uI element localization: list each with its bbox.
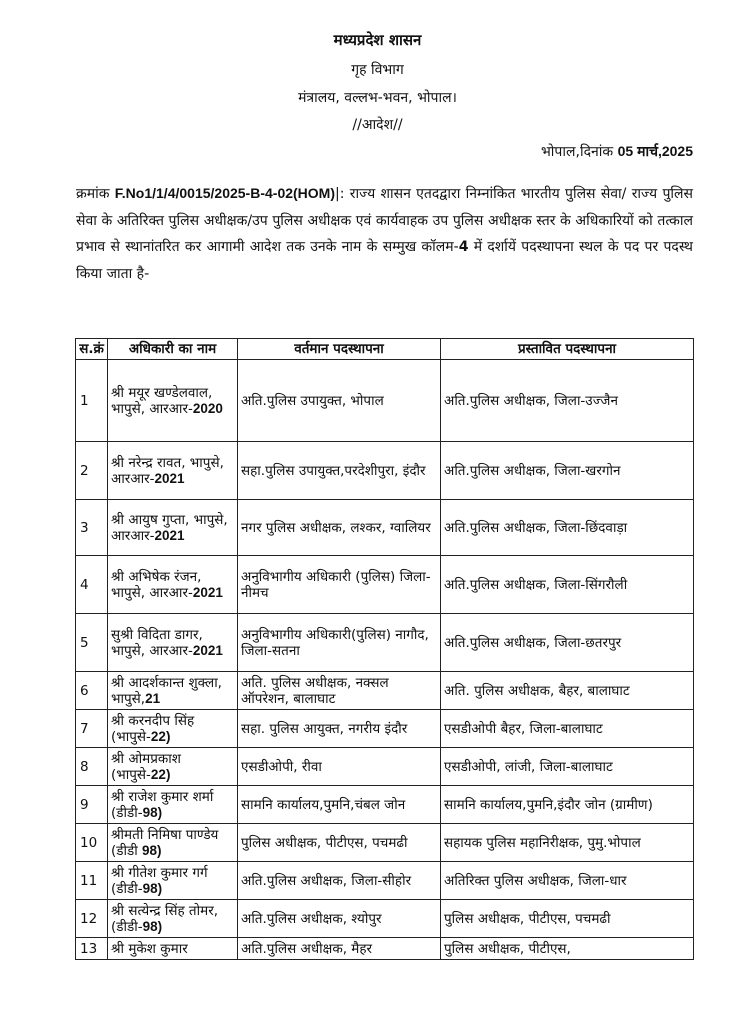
officer-name-text: श्री नरेन्द्र रावत, भापुसे, आरआर- [111, 454, 224, 487]
officer-batch: 2020 [192, 400, 223, 416]
current-posting: अति.पुलिस उपायुक्त, भोपाल [238, 360, 441, 442]
table-row [76, 900, 694, 938]
officer-name-text: श्री ओमप्रकाश (भापुसे- [111, 750, 181, 783]
proposed-posting: अति. पुलिस अधीक्षक, बैहर, बालाघाट [441, 672, 694, 710]
officer-batch: 2021 [192, 642, 223, 658]
order-body-2: में दर्शायें पदस्थापना स्थल के पद पर पदस्थ किया जाता है- [76, 239, 693, 282]
serial-number: 1 [76, 360, 108, 442]
officer-name-text: श्री करनदीप सिंह (भापुसे- [111, 712, 195, 745]
department-subtitle: गृह विभाग [351, 62, 404, 78]
officer-name-text: श्री गीतेश कुमार गर्ग (डीडी- [111, 864, 208, 897]
header-current-posting: वर्तमान पदस्थापना [238, 339, 441, 360]
officer-name [108, 360, 238, 442]
serial-number: 13 [76, 938, 108, 960]
order-reference: F.No1/1/4/0015/2025-B-4-02(HOM) [114, 185, 335, 201]
table-row [76, 556, 694, 614]
table-row [76, 614, 694, 672]
officer-name [108, 824, 238, 862]
serial-number: 8 [76, 748, 108, 786]
header-proposed-posting: प्रस्तावित पदस्थापना [441, 339, 694, 360]
officer-batch: 2021 [154, 527, 185, 543]
officer-name [108, 938, 238, 960]
proposed-posting: अतिरिक्त पुलिस अधीक्षक, जिला-धार [441, 862, 694, 900]
table-header-row [76, 339, 694, 360]
proposed-posting: सहायक पुलिस महानिरीक्षक, पुमु.भोपाल [441, 824, 694, 862]
officer-batch: 22) [150, 728, 171, 744]
order-prefix: क्रमांक [76, 186, 115, 202]
serial-number: 6 [76, 672, 108, 710]
officer-name-text: श्री सत्येन्द्र सिंह तोमर,(डीडी- [111, 902, 219, 935]
proposed-posting: एसडीओपी, लांजी, जिला-बालाघाट [441, 748, 694, 786]
officer-name [108, 786, 238, 824]
table-row [76, 672, 694, 710]
officer-name [108, 862, 238, 900]
officer-name [108, 748, 238, 786]
serial-number: 2 [76, 442, 108, 500]
table-row [76, 824, 694, 862]
current-posting: सहा. पुलिस आयुक्त, नगरीय इंदौर [238, 710, 441, 748]
order-body-1: |: राज्य शासन एतदद्वारा निम्नांकित भारतीय पुलिस सेवा/ राज्य पुलिस सेवा के अतिरिक्त पुलिस अधीक्षक/उप पुलिस अधीक्षक एवं कार्यवाहक उप पुलिस अधीक्षक स्तर के अधिकारियों को तत्काल प्रभाव से स्थानांतरित कर आगामी आदेश तक उनके नाम के सम्मुख कॉलम- [76, 186, 693, 255]
officer-name-text: श्री मयूर खण्डेलवाल, भापुसे, आरआर- [111, 384, 213, 417]
officer-name-text: श्रीमती निमिषा पाण्डेय (डीडी [111, 826, 219, 859]
officer-name [108, 672, 238, 710]
current-posting: अनुविभागीय अधिकारी (पुलिस) जिला-नीमच [238, 556, 441, 614]
serial-number: 7 [76, 710, 108, 748]
proposed-posting: सामनि कार्यालय,पुमनि,इंदौर जोन (ग्रामीण) [441, 786, 694, 824]
current-posting: अनुविभागीय अधिकारी(पुलिस) नागौद, जिला-सतना [238, 614, 441, 672]
header-serial: स.क्रं [76, 339, 108, 360]
officer-batch: 22) [150, 766, 171, 782]
table-row [76, 442, 694, 500]
current-posting: सहा.पुलिस उपायुक्त,परदेशीपुरा, इंदौर [238, 442, 441, 500]
officer-batch: 98) [142, 880, 163, 896]
proposed-posting: अति.पुलिस अधीक्षक, जिला-छतरपुर [441, 614, 694, 672]
officer-batch: 2021 [154, 470, 185, 486]
table-row [76, 862, 694, 900]
current-posting: नगर पुलिस अधीक्षक, लश्कर, ग्वालियर [238, 500, 441, 556]
proposed-posting: अति.पुलिस अधीक्षक, जिला-सिंगरौली [441, 556, 694, 614]
officer-batch: 98) [142, 804, 163, 820]
serial-number: 4 [76, 556, 108, 614]
officer-batch: 21 [145, 690, 161, 706]
serial-number: 12 [76, 900, 108, 938]
officer-name-text: श्री अभिषेक रंजन, भापुसे, आरआर- [111, 568, 202, 601]
current-posting: अति.पुलिस अधीक्षक, जिला-सीहोर [238, 862, 441, 900]
date-value: 05 मार्च,2025 [617, 143, 693, 159]
serial-number: 5 [76, 614, 108, 672]
officer-name-text: सुश्री विदिता डागर, भापुसे, आरआर- [111, 626, 203, 659]
table-row [76, 360, 694, 442]
current-posting: पुलिस अधीक्षक, पीटीएस, पचमढी [238, 824, 441, 862]
department-title: मध्यप्रदेश शासन [333, 31, 422, 49]
officer-name [108, 556, 238, 614]
order-column-number: 4 [458, 239, 469, 255]
officer-name [108, 710, 238, 748]
date-prefix: भोपाल,दिनांक [540, 144, 618, 160]
table-row [76, 500, 694, 556]
table-row [76, 748, 694, 786]
serial-number: 10 [76, 824, 108, 862]
header-officer-name: अधिकारी का नाम [108, 339, 238, 360]
table-row [76, 938, 694, 960]
current-posting: अति. पुलिस अधीक्षक, नक्सल ऑपरेशन, बालाघाट [238, 672, 441, 710]
current-posting: अति.पुलिस अधीक्षक, मैहर [238, 938, 441, 960]
transfer-table [75, 338, 694, 960]
order-date [541, 142, 693, 161]
proposed-posting: एसडीओपी बैहर, जिला-बालाघाट [441, 710, 694, 748]
proposed-posting: पुलिस अधीक्षक, पीटीएस, [441, 938, 694, 960]
officer-name [108, 442, 238, 500]
serial-number: 9 [76, 786, 108, 824]
current-posting: सामनि कार्यालय,पुमनि,चंबल जोन [238, 786, 441, 824]
officer-batch: 2021 [192, 584, 223, 600]
officer-batch: 98) [142, 842, 162, 858]
table-row [76, 786, 694, 824]
current-posting: अति.पुलिस अधीक्षक, श्योपुर [238, 900, 441, 938]
officer-name-text: श्री मुकेश कुमार [111, 940, 188, 957]
officer-name-text: श्री आदर्शकान्त शुक्ला, भापुसे, [111, 674, 222, 707]
officer-name-text: श्री राजेश कुमार शर्मा (डीडी- [111, 788, 214, 821]
officer-batch: 98) [142, 918, 163, 934]
officer-name-text: श्री आयुष गुप्ता, भापुसे, आरआर- [111, 511, 228, 544]
officer-name [108, 614, 238, 672]
order-heading: //आदेश// [352, 117, 403, 133]
officer-name [108, 500, 238, 556]
proposed-posting: अति.पुलिस अधीक्षक, जिला-खरगोन [441, 442, 694, 500]
serial-number: 3 [76, 500, 108, 556]
current-posting: एसडीओपी, रीवा [238, 748, 441, 786]
officer-name [108, 900, 238, 938]
office-address: मंत्रालय, वल्लभ-भवन, भोपाल। [298, 90, 457, 106]
proposed-posting: पुलिस अधीक्षक, पीटीएस, पचमढी [441, 900, 694, 938]
proposed-posting: अति.पुलिस अधीक्षक, जिला-छिंदवाड़ा [441, 500, 694, 556]
order-paragraph [76, 180, 693, 287]
serial-number: 11 [76, 862, 108, 900]
table-row [76, 710, 694, 748]
proposed-posting: अति.पुलिस अधीक्षक, जिला-उज्जैन [441, 360, 694, 442]
